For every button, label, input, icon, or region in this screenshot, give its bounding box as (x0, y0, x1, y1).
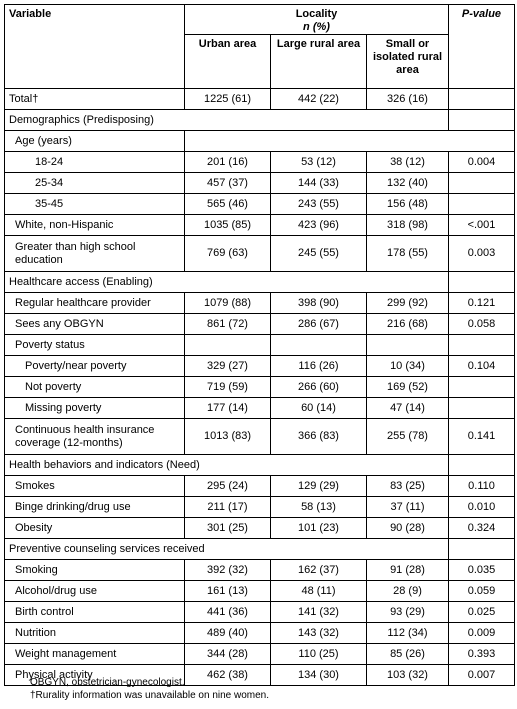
row-label: Poverty/near poverty (5, 356, 185, 377)
cell-urban: 161 (13) (185, 581, 271, 602)
cell-large-rural: 116 (26) (271, 356, 367, 377)
header-row-top (5, 5, 515, 35)
cell-small-rural: 47 (14) (367, 398, 449, 419)
cell-small-rural: 10 (34) (367, 356, 449, 377)
header-urban: Urban area (185, 35, 271, 89)
cell-pvalue: 0.121 (449, 293, 515, 314)
cell-large-rural: 398 (90) (271, 293, 367, 314)
section-row (5, 110, 515, 131)
cell-blank (449, 455, 515, 476)
cell-urban: 392 (32) (185, 560, 271, 581)
cell-large-rural: 286 (67) (271, 314, 367, 335)
cell-small-rural: 112 (34) (367, 623, 449, 644)
cell-urban: 1079 (88) (185, 293, 271, 314)
cell-small-rural: 169 (52) (367, 377, 449, 398)
table-row (5, 314, 515, 335)
cell-pvalue (449, 194, 515, 215)
section-row (5, 272, 515, 293)
cell-blank (449, 110, 515, 131)
header-pvalue: P-value (449, 5, 515, 89)
cell-small-rural: 38 (12) (367, 152, 449, 173)
subsection-label: Age (years) (5, 131, 185, 152)
cell-small-rural: 299 (92) (367, 293, 449, 314)
cell-small-rural: 255 (78) (367, 419, 449, 455)
cell-urban: 565 (46) (185, 194, 271, 215)
cell-large-rural: 134 (30) (271, 665, 367, 686)
cell-large-rural: 243 (55) (271, 194, 367, 215)
row-label: Not poverty (5, 377, 185, 398)
cell-blank (185, 131, 515, 152)
row-label: Physical activity (5, 665, 185, 686)
cell-large-rural: 48 (11) (271, 581, 367, 602)
cell-pvalue: 0.025 (449, 602, 515, 623)
cell-urban: 211 (17) (185, 497, 271, 518)
cell-blank (271, 335, 367, 356)
table-row (5, 602, 515, 623)
row-label: Regular healthcare provider (5, 293, 185, 314)
header-n-pct: n (%) (303, 21, 330, 33)
row-label: Sees any OBGYN (5, 314, 185, 335)
header-variable: Variable (5, 5, 185, 89)
cell-small-rural: 83 (25) (367, 476, 449, 497)
cell-pvalue (449, 173, 515, 194)
cell-small-rural: 91 (28) (367, 560, 449, 581)
table-row (5, 476, 515, 497)
table-row (5, 152, 515, 173)
table-row (5, 623, 515, 644)
cell-large-rural: 423 (96) (271, 215, 367, 236)
cell-large-rural: 366 (83) (271, 419, 367, 455)
cell-urban: 1013 (83) (185, 419, 271, 455)
cell-urban: 201 (16) (185, 152, 271, 173)
cell-urban: 1035 (85) (185, 215, 271, 236)
row-label: Smokes (5, 476, 185, 497)
cell-pvalue: 0.010 (449, 497, 515, 518)
table-row (5, 377, 515, 398)
cell-urban: 457 (37) (185, 173, 271, 194)
cell-urban: 489 (40) (185, 623, 271, 644)
cell-pvalue: 0.058 (449, 314, 515, 335)
cell-large-rural: 110 (25) (271, 644, 367, 665)
row-label: Obesity (5, 518, 185, 539)
cell-pvalue: 0.104 (449, 356, 515, 377)
cell-pvalue: 0.007 (449, 665, 515, 686)
table-row (5, 215, 515, 236)
locality-table (4, 4, 515, 686)
cell-small-rural: 178 (55) (367, 236, 449, 272)
cell-pvalue: 0.110 (449, 476, 515, 497)
cell-small-rural: 156 (48) (367, 194, 449, 215)
header-locality (185, 5, 449, 35)
subsection-label: Poverty status (5, 335, 185, 356)
cell-pvalue: 0.393 (449, 644, 515, 665)
cell-pvalue (449, 398, 515, 419)
row-label: Binge drinking/drug use (5, 497, 185, 518)
header-locality-label: Locality (295, 8, 338, 20)
table-row (5, 419, 515, 455)
row-label: Birth control (5, 602, 185, 623)
cell-urban: 1225 (61) (185, 89, 271, 110)
subsection-row (5, 335, 515, 356)
cell-large-rural: 129 (29) (271, 476, 367, 497)
cell-urban: 719 (59) (185, 377, 271, 398)
cell-small-rural: 85 (26) (367, 644, 449, 665)
cell-small-rural: 216 (68) (367, 314, 449, 335)
row-label: Missing poverty (5, 398, 185, 419)
header-large-rural: Large rural area (271, 35, 367, 89)
cell-small-rural: 318 (98) (367, 215, 449, 236)
section-label: Health behaviors and indicators (Need) (5, 455, 449, 476)
cell-urban: 441 (36) (185, 602, 271, 623)
row-label: Smoking (5, 560, 185, 581)
row-label: Total† (5, 89, 185, 110)
table-row (5, 497, 515, 518)
section-label: Demographics (Predisposing) (5, 110, 449, 131)
cell-large-rural: 101 (23) (271, 518, 367, 539)
table-row (5, 194, 515, 215)
table-row (5, 398, 515, 419)
cell-pvalue: 0.004 (449, 152, 515, 173)
table-row (5, 89, 515, 110)
section-row (5, 539, 515, 560)
section-label: Healthcare access (Enabling) (5, 272, 449, 293)
row-label: Alcohol/drug use (5, 581, 185, 602)
cell-large-rural: 141 (32) (271, 602, 367, 623)
cell-pvalue (449, 89, 515, 110)
cell-urban: 861 (72) (185, 314, 271, 335)
row-label: Continuous health insurance coverage (12-months) (5, 419, 185, 455)
cell-blank (185, 335, 271, 356)
cell-large-rural: 162 (37) (271, 560, 367, 581)
row-label: 18-24 (5, 152, 185, 173)
table-row (5, 644, 515, 665)
table-row (5, 518, 515, 539)
cell-pvalue: 0.059 (449, 581, 515, 602)
header-small-rural: Small or isolated rural area (367, 35, 449, 89)
cell-small-rural: 326 (16) (367, 89, 449, 110)
cell-blank (449, 272, 515, 293)
section-label: Preventive counseling services received (5, 539, 449, 560)
row-label: Greater than high school education (5, 236, 185, 272)
cell-large-rural: 245 (55) (271, 236, 367, 272)
cell-large-rural: 143 (32) (271, 623, 367, 644)
cell-urban: 344 (28) (185, 644, 271, 665)
cell-pvalue (449, 377, 515, 398)
footnote-obgyn: OBGYN, obstetrician-gynecologist. (30, 677, 185, 688)
cell-urban: 769 (63) (185, 236, 271, 272)
row-label: White, non-Hispanic (5, 215, 185, 236)
cell-small-rural: 90 (28) (367, 518, 449, 539)
table-row (5, 356, 515, 377)
cell-pvalue: 0.141 (449, 419, 515, 455)
cell-urban: 301 (25) (185, 518, 271, 539)
cell-large-rural: 58 (13) (271, 497, 367, 518)
cell-urban: 295 (24) (185, 476, 271, 497)
cell-small-rural: 93 (29) (367, 602, 449, 623)
cell-blank (449, 539, 515, 560)
row-label: 35-45 (5, 194, 185, 215)
cell-urban: 329 (27) (185, 356, 271, 377)
cell-pvalue: 0.009 (449, 623, 515, 644)
cell-large-rural: 60 (14) (271, 398, 367, 419)
row-label: Weight management (5, 644, 185, 665)
footnotes (30, 676, 269, 702)
cell-urban: 177 (14) (185, 398, 271, 419)
row-label: Nutrition (5, 623, 185, 644)
cell-small-rural: 37 (11) (367, 497, 449, 518)
table-row (5, 173, 515, 194)
cell-large-rural: 144 (33) (271, 173, 367, 194)
subsection-row (5, 131, 515, 152)
cell-pvalue: 0.324 (449, 518, 515, 539)
cell-pvalue: 0.003 (449, 236, 515, 272)
section-row (5, 455, 515, 476)
cell-blank (367, 335, 449, 356)
row-label: 25-34 (5, 173, 185, 194)
table-row (5, 293, 515, 314)
cell-small-rural: 103 (32) (367, 665, 449, 686)
cell-blank (449, 335, 515, 356)
cell-large-rural: 53 (12) (271, 152, 367, 173)
table-row (5, 581, 515, 602)
cell-urban: 462 (38) (185, 665, 271, 686)
cell-large-rural: 442 (22) (271, 89, 367, 110)
table-row (5, 236, 515, 272)
footnote-rurality: †Rurality information was unavailable on nine women. (30, 690, 270, 701)
cell-pvalue: <.001 (449, 215, 515, 236)
cell-small-rural: 132 (40) (367, 173, 449, 194)
cell-pvalue: 0.035 (449, 560, 515, 581)
table-row (5, 560, 515, 581)
cell-large-rural: 266 (60) (271, 377, 367, 398)
cell-small-rural: 28 (9) (367, 581, 449, 602)
